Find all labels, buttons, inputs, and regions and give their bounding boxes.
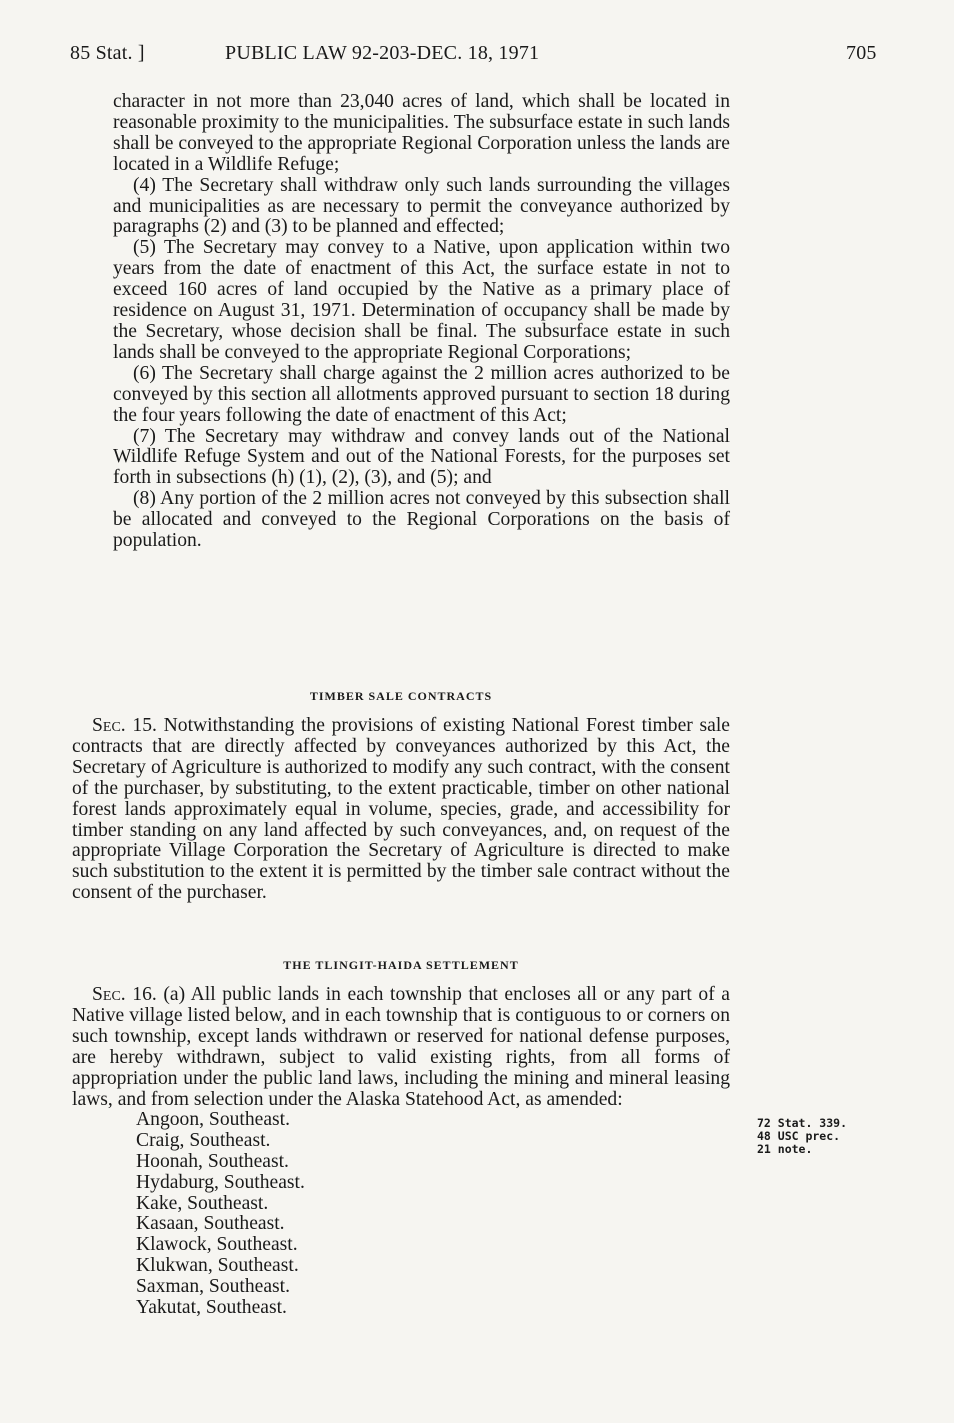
- section15-heading: TIMBER SALE CONTRACTS: [309, 689, 493, 703]
- list-item: Klukwan, Southeast.: [136, 1255, 299, 1277]
- paragraph-4: (4) The Secretary shall withdraw only such lands surrounding the villages and municipalities as are necessary to permit the conveyance authorized by paragraphs (2) and (3) to be planned and effected;: [113, 174, 730, 238]
- section16-heading: THE TLINGIT-HAIDA SETTLEMENT: [283, 958, 519, 972]
- section16-body: [72, 985, 730, 1110]
- paragraph-5: (5) The Secretary may convey to a Native, upon application within two years from the date of enactment of this Act, the surface estate in not to exceed 160 acres of land occupied by the Native as a primary place of residence on August 31, 1971. Determination of occupancy shall be made by the Secretary, whose decision shall be final. The subsurface estate in such lands shall be conveyed to the appropriate Regional Corporations;: [113, 237, 730, 363]
- paragraph-6: (6) The Secretary shall charge against the 2 million acres authorized to be conveyed by this section all allotments approved pursuant to section 18 during the four years following the date of enactment of this Act;: [113, 362, 730, 426]
- list-item: Saxman, Southeast.: [136, 1275, 291, 1297]
- header-title: PUBLIC LAW 92-203-DEC. 18, 1971: [225, 42, 540, 64]
- header-statute: 85 Stat. ]: [70, 42, 145, 64]
- section15-text: Notwithstanding the provisions of existing National Forest timber sale contracts that are directly affected by conveyances authorized by this Act, the Secretary of Agriculture is authorized to modify any such contract, with the consent of the purchaser, by substituting, to the extent practicable, timber on other national forest lands approximately equal in volume, species, grade, and accessibility for timber standing on any land affected by such conveyances, and, on request of the appropriate Village Corporation the Secretary of Agriculture is directed to make such substitution to the extent it is permitted by the timber sale contract without the consent of the purchaser.: [72, 715, 730, 904]
- list-item: Hydaburg, Southeast.: [136, 1171, 305, 1193]
- list-item: Hoonah, Southeast.: [136, 1151, 289, 1173]
- margin-citation-line: 21 note.: [757, 1142, 813, 1156]
- list-item: Craig, Southeast.: [136, 1130, 271, 1152]
- paragraph-8: (8) Any portion of the 2 million acres not conveyed by this subsection shall be allocated and conveyed to the Regional Corporations on the basis of population.: [113, 488, 730, 552]
- margin-citation-line: 72 Stat. 339.: [757, 1116, 848, 1130]
- section15-body: [72, 716, 730, 904]
- section14-continuation: [113, 92, 730, 552]
- paragraph-7: (7) The Secretary may withdraw and convey lands out of the National Wildlife Refuge System and out of the National Forests, for the purposes set forth in subsections (h) (1), (2), (3), and (5); and: [113, 425, 730, 489]
- section16-label: Sec. 16.: [92, 984, 157, 1005]
- list-item: Kake, Southeast.: [136, 1192, 269, 1214]
- paragraph-3-continuation: character in not more than 23,040 acres of land, which shall be located in reasonable proximity to the municipalities. The subsurface estate in such lands shall be conveyed to the appropriate Regional Corporation unless the lands are located in a Wildlife Refuge;: [113, 91, 730, 175]
- list-item: Yakutat, Southeast.: [136, 1296, 287, 1318]
- list-item: Kasaan, Southeast.: [136, 1213, 285, 1235]
- section16-text: (a) All public lands in each township that encloses all or any part of a Native village listed below, and in each township that is contiguous to or corners on such township, except lands withdrawn or reserved for national defense purposes, are hereby withdrawn, subject to valid existing rights, from all forms of appropriation under the public land laws, including the mining and mineral leasing laws, and from selection under the Alaska Statehood Act, as amended:: [72, 984, 730, 1110]
- section15: [72, 689, 730, 904]
- village-list: [72, 1110, 730, 1318]
- list-item: Klawock, Southeast.: [136, 1234, 298, 1256]
- page-number: 705: [846, 42, 877, 64]
- list-item: Angoon, Southeast.: [136, 1109, 291, 1131]
- section16: [72, 958, 730, 1318]
- margin-citation-line: 48 USC prec.: [757, 1129, 841, 1143]
- section15-label: Sec. 15.: [92, 715, 157, 736]
- margin-citation: [757, 1117, 847, 1156]
